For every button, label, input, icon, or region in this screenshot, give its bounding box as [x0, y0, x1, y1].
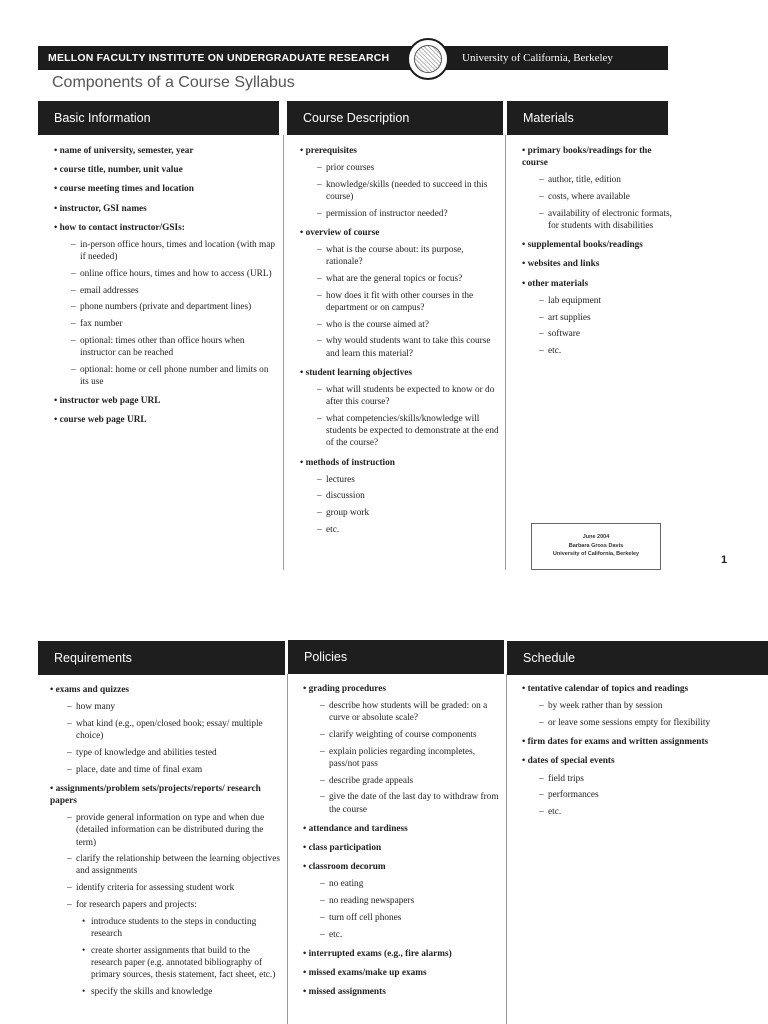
- list-item: [300, 367, 500, 450]
- list-item: [303, 861, 503, 941]
- nested-item: • create shorter assignments that build to the research paper (e.g. annotated bibliography of primary sources, thesis statement, fact sheet, etc.): [82, 945, 282, 982]
- sub-item-text: describe how students will be graded: on a curve or absolute scale?: [329, 701, 488, 724]
- sub-item: [320, 729, 503, 741]
- sub-item: [71, 335, 278, 359]
- list-item: [303, 842, 503, 854]
- sub-item-text: place, date and time of final exam: [76, 764, 203, 775]
- sub-item: [317, 384, 500, 408]
- sub-item: [67, 812, 282, 849]
- list-item: [303, 823, 503, 835]
- sub-item: [539, 328, 672, 340]
- sub-item: [317, 208, 500, 220]
- sub-item-text: etc.: [548, 345, 562, 356]
- item-label: • instructor web page URL: [54, 395, 278, 407]
- sub-list: [50, 701, 282, 776]
- credit-date: June 2004: [582, 534, 610, 540]
- sub-item-text: group work: [326, 508, 370, 519]
- item-label: • firm dates for exams and written assignments: [522, 736, 722, 748]
- list-item: [522, 239, 672, 251]
- sub-item: [71, 285, 278, 297]
- sub-item: [317, 413, 500, 450]
- sub-item: [317, 524, 500, 536]
- sub-item-text: discussion: [326, 491, 365, 502]
- sub-list: [303, 700, 503, 816]
- credit-author: Barbara Gross Davis: [568, 542, 624, 549]
- item-label: • supplemental books/readings: [522, 239, 672, 251]
- sub-item-text: turn off cell phones: [329, 912, 402, 923]
- sub-item-text: give the date of the last day to withdraw from the course: [329, 792, 499, 815]
- sub-item: [317, 290, 500, 314]
- sub-list: [54, 239, 278, 388]
- sub-item-text: etc.: [548, 806, 562, 817]
- sub-list: [522, 700, 722, 729]
- sub-item-text: identify criteria for assessing student work: [76, 883, 235, 894]
- sub-item: [539, 345, 672, 357]
- sub-list: [300, 384, 500, 450]
- column-heading-course-description: Course Description: [287, 101, 503, 135]
- item-label: • overview of course: [300, 227, 500, 239]
- institute-banner: [38, 46, 668, 70]
- list-item: [303, 948, 503, 960]
- page-number: 1: [721, 554, 728, 566]
- sub-item-text: costs, where available: [548, 192, 630, 203]
- column-policies: [303, 683, 503, 1005]
- list-item: [300, 457, 500, 537]
- column-requirements: [50, 684, 282, 1005]
- sub-item: [539, 700, 722, 712]
- list-item: [303, 967, 503, 979]
- sub-item-text: what are the general topics or focus?: [326, 274, 463, 285]
- item-label: • grading procedures: [303, 683, 503, 695]
- sub-item: [317, 507, 500, 519]
- column-course-description: [300, 145, 500, 543]
- list-item: [522, 258, 672, 270]
- list-item: [54, 164, 278, 176]
- sub-item-text: phone numbers (private and department lines): [80, 302, 252, 313]
- item-label: • course title, number, unit value: [54, 164, 278, 176]
- item-label: • websites and links: [522, 258, 672, 270]
- sub-item-text: how many: [76, 702, 115, 713]
- sub-list: [300, 474, 500, 536]
- sub-item-text: clarify weighting of course components: [329, 730, 477, 741]
- item-label: • prerequisites: [300, 145, 500, 157]
- sub-item: [539, 174, 672, 186]
- item-label: • attendance and tardiness: [303, 823, 503, 835]
- nested-item: • specify the skills and knowledge: [82, 986, 282, 998]
- item-label: • missed exams/make up exams: [303, 967, 503, 979]
- sub-item-text: availability of electronic formats, for students with disabilities: [548, 208, 672, 232]
- sub-item-text: online office hours, times and how to access (URL): [80, 268, 272, 279]
- sub-item: [539, 806, 722, 818]
- list-item: [54, 183, 278, 195]
- sub-item: [317, 335, 500, 359]
- sub-item: [71, 239, 278, 263]
- sub-item: [320, 895, 503, 907]
- sub-list: [522, 174, 672, 232]
- sub-item: [539, 312, 672, 324]
- column-divider: [287, 674, 288, 1024]
- sub-item-text: describe grade appeals: [329, 775, 414, 786]
- column-divider: [505, 135, 506, 570]
- sub-item: [539, 191, 672, 203]
- sub-item-text: optional: times other than office hours when instructor can be reached: [80, 335, 245, 358]
- column-heading-requirements: Requirements: [38, 641, 285, 675]
- list-item: [54, 414, 278, 426]
- university-name: University of California, Berkeley: [462, 52, 613, 64]
- sub-item-text: no eating: [329, 879, 364, 890]
- credit-box: [531, 523, 661, 570]
- sub-item-text: by week rather than by session: [548, 701, 663, 712]
- column-materials: [522, 145, 672, 364]
- sub-item: [317, 162, 500, 174]
- item-label: • student learning objectives: [300, 367, 500, 379]
- sub-item-text: optional: home or cell phone number and limits on its use: [80, 364, 269, 387]
- list-item: [300, 145, 500, 220]
- list-item: [54, 203, 278, 215]
- item-label: • exams and quizzes: [50, 684, 282, 696]
- sub-item-text: type of knowledge and abilities tested: [76, 747, 217, 758]
- item-label: • instructor, GSI names: [54, 203, 278, 215]
- sub-item: [320, 912, 503, 924]
- sub-item-text: knowledge/skills (needed to succeed in this course): [326, 179, 488, 203]
- sub-item: [67, 882, 282, 894]
- sub-item: [67, 764, 282, 776]
- sub-item: [317, 474, 500, 486]
- sub-item-text: clarify the relationship between the learning objectives and assignments: [76, 854, 280, 877]
- sub-item-text: fax number: [80, 319, 123, 330]
- sub-item: [539, 773, 722, 785]
- list-item: [54, 145, 278, 157]
- item-label: • primary books/readings for the course: [522, 145, 672, 169]
- item-label: • name of university, semester, year: [54, 145, 278, 157]
- sub-item: [320, 700, 503, 724]
- sub-item-text: who is the course aimed at?: [326, 319, 430, 330]
- sub-item: [67, 718, 282, 742]
- sub-item: [539, 717, 722, 729]
- sub-item-text: etc.: [329, 929, 343, 940]
- sub-item-text: email addresses: [80, 285, 139, 296]
- sub-item: [320, 791, 503, 815]
- sub-item-text: provide general information on type and when due (detailed information can be distributed during the term): [76, 813, 265, 848]
- sub-list: [522, 773, 722, 819]
- sub-item-text: or leave some sessions empty for flexibility: [548, 717, 711, 728]
- item-label: • methods of instruction: [300, 457, 500, 469]
- column-divider: [283, 135, 284, 570]
- nested-list: [76, 916, 282, 998]
- column-heading-schedule: Schedule: [507, 641, 768, 675]
- institute-name: MELLON FACULTY INSTITUTE ON UNDERGRADUATE RESEARCH: [48, 52, 390, 64]
- list-item: [522, 683, 722, 729]
- sub-item-text: performances: [548, 790, 599, 801]
- sub-item: [67, 747, 282, 759]
- column-heading-basic-information: Basic Information: [38, 101, 279, 135]
- list-item: [522, 736, 722, 748]
- sub-list: [522, 295, 672, 357]
- sub-item: [539, 208, 672, 232]
- list-item: [50, 684, 282, 776]
- list-item: [50, 783, 282, 999]
- sub-item-text: how does it fit with other courses in the department or on campus?: [326, 290, 474, 314]
- item-label: • dates of special events: [522, 755, 722, 767]
- nested-item: • introduce students to the steps in conducting research: [82, 916, 282, 940]
- sub-item: [320, 775, 503, 787]
- sub-item-text: explain policies regarding incompletes, pass/not pass: [329, 746, 476, 770]
- list-item: [303, 986, 503, 998]
- sub-item-text: permission of instructor needed?: [326, 208, 448, 219]
- sub-item: [67, 701, 282, 713]
- sub-item-text: lab equipment: [548, 295, 601, 306]
- sub-item-text: what kind (e.g., open/closed book; essay/ multiple choice): [76, 718, 263, 742]
- column-basic-information: [54, 145, 278, 433]
- sub-item: [317, 179, 500, 203]
- sub-item: [320, 929, 503, 941]
- sub-item: [71, 268, 278, 280]
- item-label: • course meeting times and location: [54, 183, 278, 195]
- list-item: [522, 755, 722, 818]
- sub-item-text: art supplies: [548, 312, 591, 323]
- sub-item: [539, 295, 672, 307]
- sub-item-text: author, title, edition: [548, 175, 621, 186]
- sub-item-text: etc.: [326, 524, 340, 535]
- item-label: • course web page URL: [54, 414, 278, 426]
- list-item: [303, 683, 503, 816]
- item-label: • other materials: [522, 278, 672, 290]
- list-item: [300, 227, 500, 360]
- sub-item-text: software: [548, 329, 581, 340]
- sub-item-text: what is the course about: its purpose, rationale?: [326, 245, 464, 268]
- sub-item: [317, 490, 500, 502]
- sub-item: [317, 273, 500, 285]
- credit-institution: University of California, Berkeley: [552, 551, 640, 557]
- sub-item-text: why would students want to take this course and learn this material?: [326, 336, 491, 359]
- sub-list: [300, 244, 500, 360]
- sub-item: [67, 853, 282, 877]
- sub-list: [50, 812, 282, 998]
- sub-item: [71, 364, 278, 388]
- item-label: • tentative calendar of topics and readings: [522, 683, 722, 695]
- sub-item: [67, 899, 282, 998]
- item-label: • missed assignments: [303, 986, 503, 998]
- sub-item: [317, 244, 500, 268]
- page-title: Components of a Course Syllabus: [52, 74, 295, 91]
- sub-item: [71, 318, 278, 330]
- sub-item: [317, 319, 500, 331]
- column-divider: [506, 674, 507, 1024]
- sub-item-text: no reading newspapers: [329, 896, 415, 907]
- list-item: [522, 278, 672, 358]
- sub-item: [539, 789, 722, 801]
- column-heading-policies: Policies: [288, 640, 504, 674]
- sub-item-text: prior courses: [326, 163, 375, 174]
- column-schedule: [522, 683, 722, 825]
- sub-list: [303, 878, 503, 940]
- item-label: • assignments/problem sets/projects/reports/ research papers: [50, 783, 282, 807]
- item-label: • how to contact instructor/GSIs:: [54, 222, 278, 234]
- list-item: [522, 145, 672, 232]
- sub-item-text: lectures: [326, 474, 355, 485]
- item-label: • class participation: [303, 842, 503, 854]
- sub-item-text: field trips: [548, 773, 584, 784]
- sub-item-text: what will students be expected to know or do after this course?: [326, 385, 495, 408]
- item-label: • classroom decorum: [303, 861, 503, 873]
- sub-item-text: for research papers and projects:: [76, 899, 197, 910]
- sub-item: [320, 746, 503, 770]
- sub-item: [320, 878, 503, 890]
- list-item: [54, 395, 278, 407]
- sub-item-text: what competencies/skills/knowledge will students be expected to demonstrate at the end of the course?: [326, 413, 499, 449]
- item-label: • interrupted exams (e.g., fire alarms): [303, 948, 503, 960]
- column-heading-materials: Materials: [507, 101, 668, 135]
- sub-item: [71, 301, 278, 313]
- list-item: [54, 222, 278, 388]
- sub-item-text: in-person office hours, times and location (with map if needed): [80, 240, 276, 263]
- sub-list: [300, 162, 500, 220]
- university-seal-icon: [407, 38, 449, 80]
